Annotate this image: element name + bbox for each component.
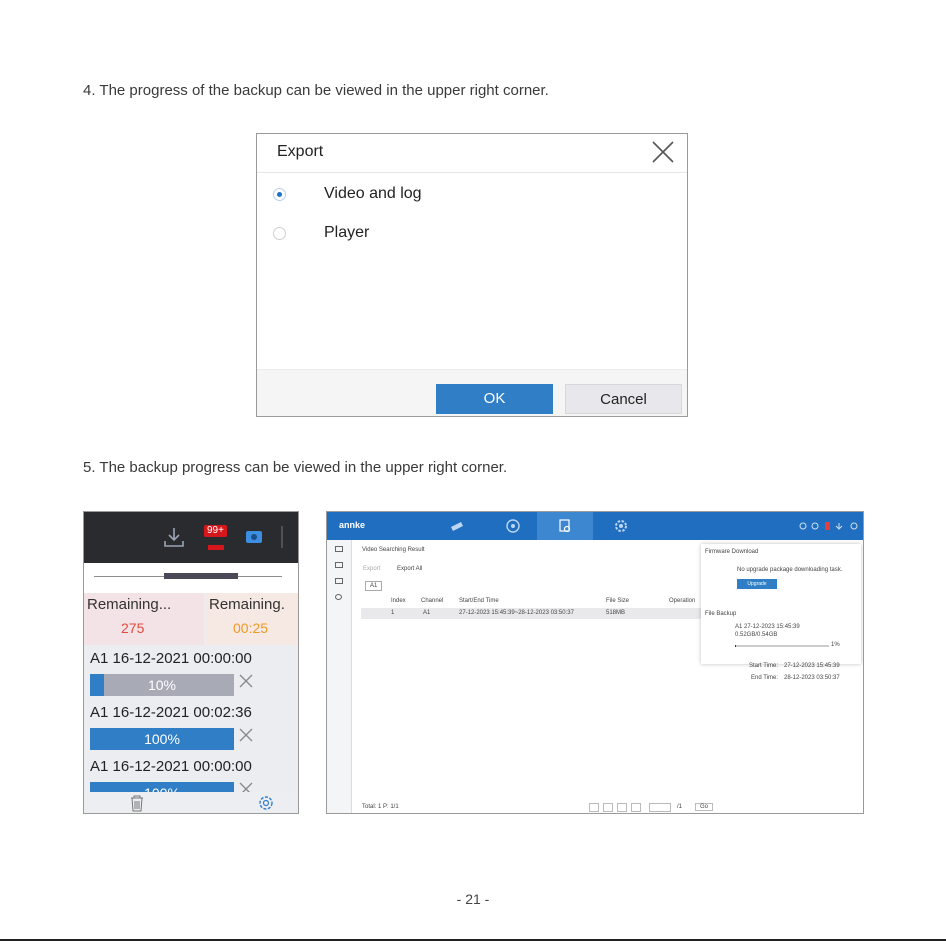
download-popover [701, 544, 861, 664]
first-page-button[interactable] [589, 803, 599, 812]
file-search-icon [557, 518, 573, 534]
gear-icon [613, 518, 629, 534]
backup-task [84, 650, 298, 704]
remaining-count-box [84, 593, 204, 645]
end-time-value: 28-12-2023 03:50:37 [784, 675, 840, 681]
radio-unselected-icon[interactable] [273, 227, 286, 240]
prev-page-button[interactable] [603, 803, 613, 812]
alarm-icon[interactable] [207, 538, 225, 556]
sidebar-image-icon[interactable] [335, 562, 343, 568]
task-progress-text: 10% [147, 677, 177, 693]
firmware-title: Firmware Download [705, 549, 759, 555]
close-icon[interactable] [651, 140, 675, 164]
col-header: Start/End Time [459, 598, 499, 604]
cell-time: 27-12-2023 15:45:39~28-12-2023 03:50:37 [459, 610, 574, 616]
notification-badge: 99+ [204, 525, 227, 537]
web-sidebar [327, 540, 352, 814]
remaining-value: 275 [121, 620, 145, 636]
mobile-top-bar [84, 512, 298, 563]
col-header: Index [391, 598, 406, 604]
remaining-title: Remaining. [209, 596, 285, 613]
cancel-task-icon[interactable] [239, 728, 253, 742]
col-header: Operation [669, 598, 696, 604]
dialog-header [257, 134, 687, 173]
divider [280, 526, 284, 553]
sidebar-log-icon[interactable] [335, 578, 343, 584]
export-dialog [256, 133, 688, 417]
footer-total: Total: 1 P: 1/1 [362, 804, 399, 810]
backup-progress-fill [735, 645, 736, 647]
cancel-task-icon[interactable] [239, 674, 253, 688]
sidebar-person-icon[interactable] [335, 594, 342, 600]
nav-settings[interactable] [593, 512, 649, 540]
brand-logo: annke [339, 520, 366, 530]
scroll-handle[interactable] [164, 573, 238, 579]
task-name: A1 16-12-2021 00:00:00 [90, 650, 252, 667]
backup-item-percent: 1% [831, 642, 840, 648]
task-progress-bar [90, 728, 234, 750]
dialog-title: Export [277, 143, 324, 160]
section-title: Video Searching Result [362, 547, 425, 553]
status-icons[interactable] [799, 521, 861, 533]
export-button[interactable]: Export [363, 566, 381, 572]
go-button[interactable]: Go [695, 803, 713, 811]
next-page-button[interactable] [617, 803, 627, 812]
page-input[interactable] [649, 803, 671, 812]
col-header: Channel [421, 598, 444, 604]
playback-icon [505, 518, 521, 534]
settings-icon[interactable] [256, 794, 276, 814]
task-name: A1 16-12-2021 00:02:36 [90, 704, 252, 721]
web-top-bar [327, 512, 863, 540]
page-total: /1 [677, 804, 683, 810]
step-5-text: 5. The backup progress can be viewed in the upper right corner. [83, 459, 508, 476]
page-number: - 21 - [456, 891, 490, 907]
task-name: A1 16-12-2021 00:00:00 [90, 758, 252, 775]
ok-button[interactable]: OK [436, 384, 553, 414]
sidebar-video-icon[interactable] [335, 546, 343, 552]
end-time-label: End Time: [751, 675, 779, 681]
cancel-button[interactable]: Cancel [565, 384, 682, 414]
export-all-button[interactable]: Export All [397, 566, 423, 572]
mobile-bottom-bar [84, 792, 298, 814]
backup-progress-bar [735, 645, 829, 647]
web-backup-panel [326, 511, 864, 814]
last-page-button[interactable] [631, 803, 641, 812]
remaining-time-box [206, 593, 299, 645]
nav-camera[interactable] [429, 512, 485, 540]
nav-search[interactable] [537, 512, 593, 540]
col-header: File Size [606, 598, 630, 604]
cell-channel: A1 [423, 610, 431, 616]
cell-size: 518MB [606, 610, 626, 616]
radio-selected-icon[interactable] [273, 188, 286, 201]
trash-icon[interactable] [128, 794, 146, 814]
upgrade-button[interactable]: Upgrade [737, 579, 777, 589]
firmware-message: No upgrade package downloading task. [737, 567, 843, 573]
cell-index: 1 [391, 610, 395, 616]
download-icon[interactable] [162, 526, 186, 553]
option-label: Video and log [324, 185, 422, 202]
table-row[interactable] [361, 608, 711, 619]
page-bottom-rule [0, 939, 946, 941]
remaining-title: Remaining... [87, 596, 172, 613]
channel-tab[interactable]: A1 [365, 581, 382, 591]
backup-item-name: A1 27-12-2023 15:45:39 [735, 624, 800, 630]
scroll-strip [84, 563, 298, 593]
nav-playback[interactable] [485, 512, 541, 540]
backup-item-size: 0.52GB/0.54GB [735, 632, 778, 638]
step-4-text: 4. The progress of the backup can be viewed in the upper right corner. [83, 82, 549, 99]
task-progress-text: 100% [144, 731, 180, 747]
start-time-label: Start Time: [749, 663, 779, 669]
task-progress-bar [90, 674, 234, 696]
camera-icon [449, 518, 465, 534]
start-time-value: 27-12-2023 15:45:39 [784, 663, 840, 669]
mobile-backup-panel [83, 511, 299, 814]
option-label: Player [324, 224, 370, 241]
backup-icon[interactable] [244, 526, 264, 551]
remaining-value: 00:25 [233, 620, 269, 636]
file-backup-title: File Backup [705, 611, 737, 617]
backup-task [84, 704, 298, 758]
